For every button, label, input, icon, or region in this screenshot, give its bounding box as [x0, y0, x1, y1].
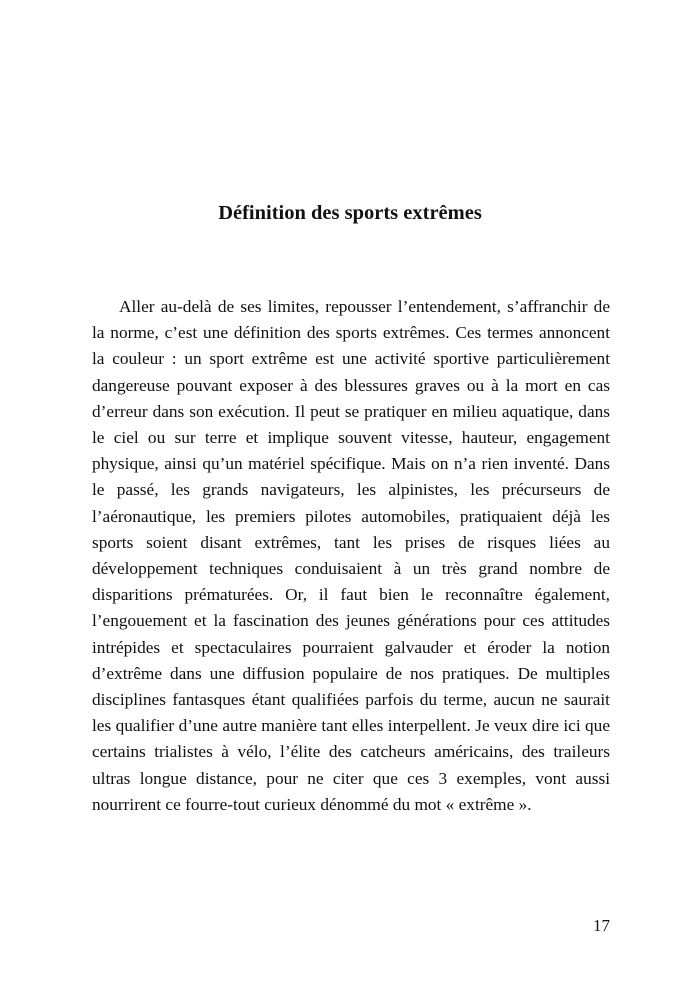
page-title: Définition des sports extrêmes [218, 202, 482, 224]
body-paragraph: Aller au-delà de ses limites, repousser l’entendement, s’affranchir de la norme, c’est une définition des sports extrêmes. Ces termes annoncent la couleur : un sport extrême est une activité sportive particulièrement dangereuse pouvant exposer à des blessures graves ou à la mort en cas d’erreur dans son exécution. Il peut se pratiquer en milieu aquatique, dans le ciel ou sur terre et implique souvent vitesse, hauteur, engagement physique, ainsi qu’un matériel spécifique. Mais on n’a rien inventé. Dans le passé, les grands navigateurs, les alpinistes, les précurseurs de l’aéronautique, les premiers pilotes automobiles, pratiquaient déjà les sports soient disant extrêmes, tant les prises de risques liées au développement techniques conduisaient à un très grand nombre de disparitions prématurées. Or, il faut bien le reconnaître également, l’engouement et la fascination des jeunes générations pour ces attitudes intrépides et spectaculaires pourraient galvauder et éroder la notion d’extrême dans une diffusion populaire de nos pratiques. De multiples disciplines fantasques étant qualifiées parfois du terme, aucun ne saurait les qualifier d’une autre manière tant elles interpellent. Je veux dire ici que certains trialistes à vélo, l’élite des catcheurs américains, des traileurs ultras longue distance, pour ne citer que ces 3 exemples, vont aussi nourrirent ce fourre-tout curieux dénommé du mot « extrême ». [92, 297, 610, 814]
page-number: 17 [593, 916, 610, 935]
